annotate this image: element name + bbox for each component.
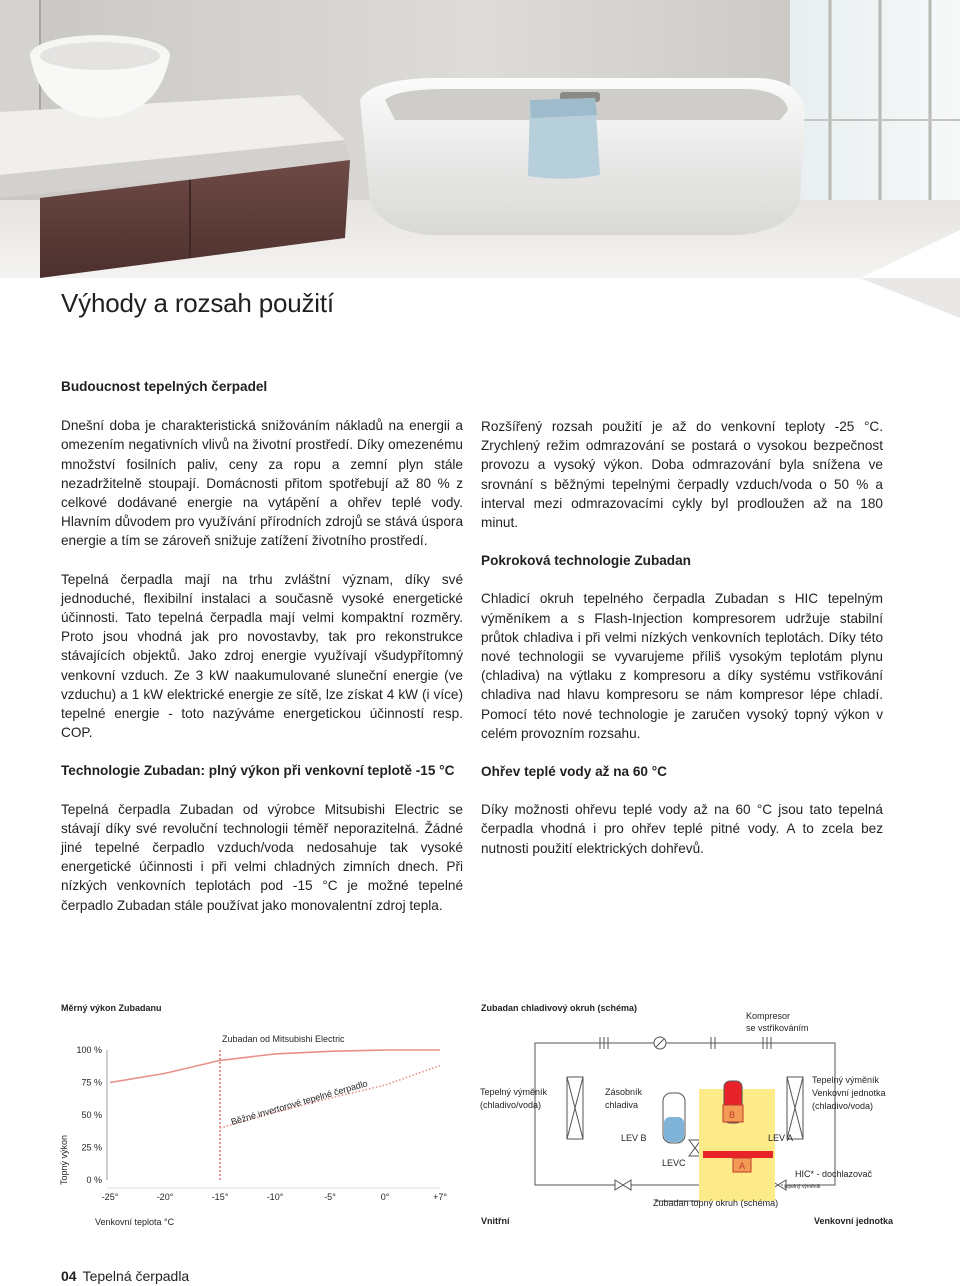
paragraph: Tepelná čerpadla Zubadan od výrobce Mitsubishi Electric se stávají díky své revoluční technologii téměř neporazitelná. Žádné jiné tepelné čerpadlo vzduch/voda nedosahuje tak vysoké energetické účinnosti i při velmi chladných zimních dnech. Při nízkých venkovních teplotách pod -15 °C je možné tepelné čerpadlo Zubadan stále používat jako monovalentní zdroj tepla. bbox=[61, 801, 463, 913]
x-tick-label: -15° bbox=[211, 1192, 229, 1202]
label-levc: LEVC bbox=[662, 1158, 686, 1168]
x-tick-label: +7° bbox=[433, 1192, 447, 1202]
label-box-b: B bbox=[729, 1110, 736, 1120]
series-label-zubadan: Zubadan od Mitsubishi Electric bbox=[222, 1034, 345, 1044]
receiver-liquid bbox=[664, 1117, 684, 1142]
label-hx-outer: Tepelný výměník bbox=[812, 1075, 880, 1085]
page-number: 04 bbox=[61, 1268, 77, 1284]
x-tick-label: -5° bbox=[324, 1192, 336, 1202]
y-axis-title: Topný výkon bbox=[59, 1134, 69, 1185]
y-tick-label: 50 % bbox=[81, 1110, 102, 1120]
heading-future: Budoucnost tepelných čerpadel bbox=[61, 379, 268, 394]
y-tick-label: 100 % bbox=[76, 1045, 102, 1055]
series-line-1 bbox=[110, 1050, 440, 1083]
x-tick-label: 0° bbox=[380, 1192, 390, 1202]
left-column bbox=[61, 377, 463, 934]
label-receiver-2: chladiva bbox=[605, 1100, 639, 1110]
label-lev-b: LEV B bbox=[621, 1133, 647, 1143]
corner-decoration bbox=[860, 278, 960, 318]
schematic-title: Zubadan chladivový okruh (schéma) bbox=[481, 1003, 638, 1013]
label-hx-inner-2: (chladivo/voda) bbox=[480, 1100, 542, 1110]
label-inner: Vnitřní bbox=[481, 1216, 510, 1226]
label-hx-outer-2: Venkovní jednotka bbox=[812, 1088, 886, 1098]
label-box-a: A bbox=[739, 1161, 746, 1171]
label-receiver: Zásobník bbox=[605, 1087, 643, 1097]
x-axis-title: Venkovní teplota °C bbox=[95, 1217, 175, 1227]
label-hic: HIC* - dochlazovač bbox=[795, 1169, 873, 1179]
power-chart bbox=[50, 1030, 460, 1230]
chart-title: Měrný výkon Zubadanu bbox=[61, 1003, 162, 1013]
label-compressor-2: se vstřikováním bbox=[746, 1023, 809, 1033]
hic-subcooler bbox=[703, 1151, 773, 1158]
page-title: Výhody a rozsah použití bbox=[61, 288, 334, 318]
refrigerant-circuit-schematic bbox=[475, 1005, 895, 1235]
y-tick-label: 25 % bbox=[81, 1142, 102, 1153]
paragraph: Díky možnosti ohřevu teplé vody až na 60 °C jsou tato tepelná čerpadla vhodná i pro ohřev teplé pitné vody. A to zcela bez nutnosti použití elektrických dohřevů. bbox=[481, 802, 883, 856]
paragraph: Rozšířený rozsah použití je až do venkovní teploty -25 °C. Zrychlený režim odmrazování se postará o vysokou bezpečnost provozu a vysoký výkon. Doba odmrazování byla snížena ve srovnání s běžnými tepelnými čerpadly vzduch/voda o 50 % a interval mezi odmrazovacími cykly byl prodloužen až na 180 minut. bbox=[481, 419, 883, 531]
page-footer bbox=[61, 1268, 189, 1284]
heading-hot-water: Ohřev teplé vody až na 60 °C bbox=[481, 764, 667, 780]
hero-bathroom-photo bbox=[0, 0, 960, 278]
label-hx-outer-3: (chladivo/voda) bbox=[812, 1101, 874, 1111]
series-label-inverter: Běžné invertorové tepelné čerpadlo bbox=[229, 1078, 369, 1127]
footer-title: Tepelná čerpadla bbox=[82, 1268, 190, 1284]
x-tick-label: -20° bbox=[156, 1192, 174, 1202]
heading-zubadan-technology: Technologie Zubadan: plný výkon při venkovní teplotě -15 °C bbox=[61, 763, 455, 779]
heading-advanced-technology: Pokroková technologie Zubadan bbox=[481, 553, 691, 569]
label-hx-inner: Tepelný výměník bbox=[480, 1087, 548, 1097]
y-tick-label: 75 % bbox=[81, 1077, 102, 1088]
label-heating-circuit: Zubadan topný okruh (schéma) bbox=[653, 1198, 779, 1208]
label-lev-a: LEV A bbox=[768, 1133, 794, 1143]
right-column bbox=[481, 417, 883, 877]
paragraph: Chladicí okruh tepelného čerpadla Zubadan s HIC tepelným výměníkem a s Flash-Injection kompresorem udržuje stabilní průtok chladiva i při velmi nízkých venkovních teplotách. Díky této nové technologii se vyvarujeme příliš vysokým teplotám plynu (chladiva) na výtlaku z kompresoru a díky systému vstřikování chladiva nad hlavu kompresoru se nám kompresor lépe chladí. Pomocí této nové technologie je zaručen vysoký topný výkon v celém provozním rozsahu. bbox=[481, 591, 883, 741]
lev-b-valve-icon bbox=[615, 1180, 631, 1190]
label-compressor: Kompresor bbox=[746, 1011, 791, 1021]
paragraph: Tepelná čerpadla mají na trhu zvláštní význam, díky své jednoduché, flexibilní instalaci a současně vysoké energetické účinnosti. Tato tepelná čerpadla mají velmi kompaktní rozměry. Proto jsou vhodná jak pro novostavby, tak pro rekonstrukce stávajících objektů. Jako zdroj energie využívají všudypřítomný venkovní vzduch. Ze 3 kW naakumulované sluneční energie (ve vzduchu) a 1 kW elektrické energie ze sítě, lze získat 4 kW (i více) tepelné energie - toto nazýváme energetickou účinností resp. COP. bbox=[61, 571, 463, 741]
label-outer-unit: Venkovní jednotka bbox=[814, 1216, 894, 1226]
y-tick-label: 0 % bbox=[86, 1175, 102, 1185]
label-hic-note: * tepelný výměník bbox=[781, 1184, 821, 1190]
x-tick-label: -10° bbox=[266, 1192, 284, 1202]
paragraph: Dnešní doba je charakteristická snižováním nákladů na energii a omezením negativních vlivů na životní prostředí. Díky omezenému množství fosilních paliv, ceny za ropu a zemní plyn stále nezadržitelně stoupají. Domácnosti přitom spotřebují až 80 % z celkové dodávané energie na vytápění a ohřev teplé vody. Hlavním důvodem pro využívání přírodních zdrojů se stává úspora energie a tím se zároveň snižuje zatížení životního prostředí. bbox=[61, 418, 463, 549]
x-tick-label: -25° bbox=[101, 1192, 119, 1202]
